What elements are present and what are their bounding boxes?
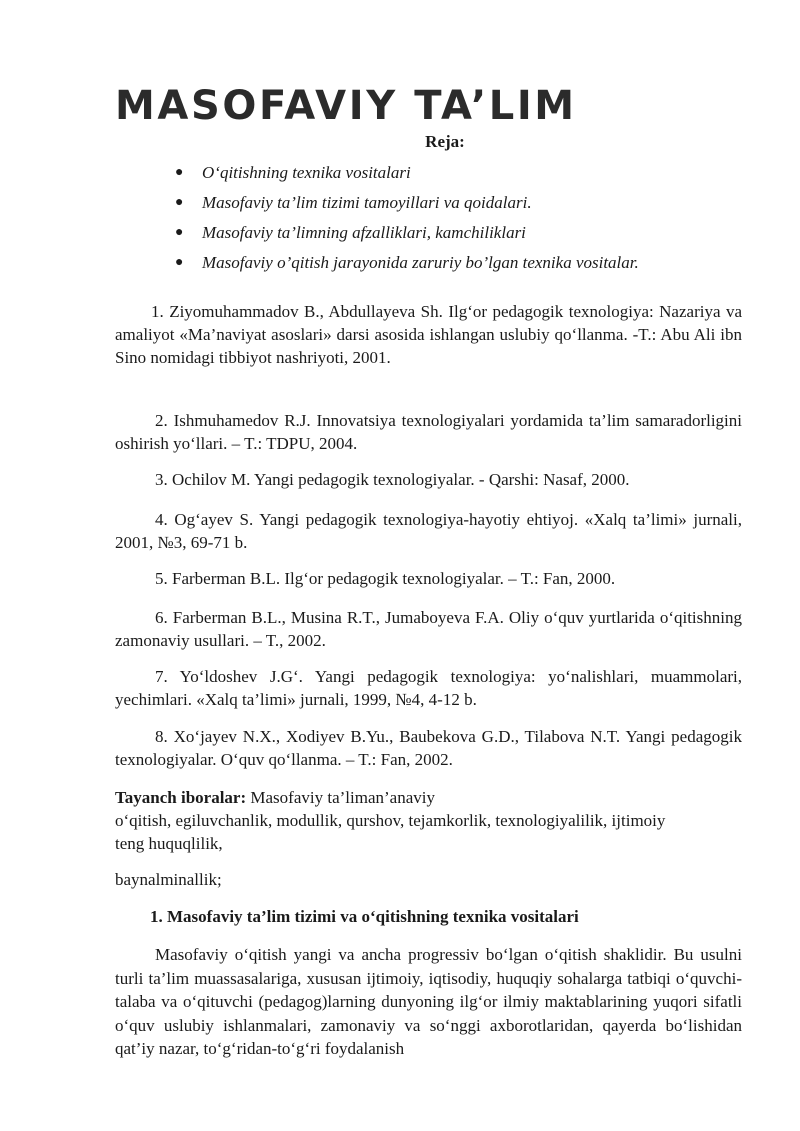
plan-item <box>175 218 639 248</box>
bullet-icon: ● <box>175 225 184 240</box>
reference-text: 8. Xo‘jayev N.X., Xodiyev B.Yu., Baubekova G.D., Tilabova N.T. Yangi pedagogik texnologiyalar. O‘quv qo‘llanma. – T.: Fan, 2002. <box>115 727 742 769</box>
reference-text: 4. Og‘ayev S. Yangi pedagogik texnologiya-hayotiy ehtiyoj. «Xalq ta’limi» jurnali, 2001, №3, 69-71 b. <box>115 510 742 552</box>
bullet-icon: ● <box>175 165 184 180</box>
reference-text: 1. Ziyomuhammadov B., Abdullayeva Sh. Ilg‘or pedagogik texnologiya: Nazariya va amaliyot «Ma’naviyat asoslari» darsi asosida ishlangan uslubiy qo‘llanma. -T.: Abu Ali ibn Sino nomidagi tibbiyot nashriyoti, 2001. <box>115 302 742 367</box>
plan-item-text: Masofaviy o’qitish jarayonida zaruriy bo’lgan texnika vositalar. <box>202 253 639 272</box>
bullet-icon: ● <box>175 255 184 270</box>
section-paragraph: Masofaviy o‘qitish yangi va ancha progressiv bo‘lgan o‘qitish shaklidir. Bu usulni turli ta’lim muassasalariga, xususan ijtimoiy, iqtisodiy, huquqiy sohalarga tatbiqi o‘quvchi-talaba va o‘qituvchi (pedagog)larning dunyoning ilg‘or ilmiy maktablarining yuqori sifatli o‘quv uslubiy ishlanmalari, zamonaviy va so‘nggi axborotlaridan, qayerda bo‘lishidan qat’iy nazar, to‘g‘ridan-to‘g‘ri foydalanish <box>115 945 742 1058</box>
reference-text: 6. Farberman B.L., Musina R.T., Jumaboyeva F.A. Oliy o‘quv yurtlarida o‘qitishning zamonaviy usullari. – T., 2002. <box>115 608 742 650</box>
reference-item <box>115 665 742 711</box>
keywords-line: o‘qitish, egiluvchanlik, modullik, qurshov, tejamkorlik, texnologiyalilik, ijtimoiy <box>115 811 666 830</box>
reference-item <box>115 409 742 455</box>
plan-list <box>175 158 639 278</box>
plan-item <box>175 248 639 278</box>
keywords-text: Masofaviy ta’liman’anaviy <box>246 788 435 807</box>
section-heading: 1. Masofaviy ta’lim tizimi va o‘qitishning texnika vositalari <box>150 907 579 926</box>
reference-item <box>115 300 742 369</box>
keywords-line: teng huquqlilik, <box>115 834 223 853</box>
reference-item <box>115 468 742 491</box>
reference-text: 5. Farberman B.L. Ilg‘or pedagogik texnologiyalar. – T.: Fan, 2000. <box>155 569 616 588</box>
plan-item <box>175 158 639 188</box>
plan-item <box>175 188 639 218</box>
reference-text: 7. Yo‘ldoshev J.G‘. Yangi pedagogik texnologiya: yo‘nalishlari, muammolari, yechimlari. «Xalq ta’limi» jurnali, 1999, №4, 4-12 b. <box>115 667 742 709</box>
keywords-label: Tayanch iboralar: <box>115 788 247 807</box>
plan-heading: Reja: <box>425 132 465 151</box>
plan-item-text: Masofaviy ta’lim tizimi tamoyillari va qoidalari. <box>202 193 532 212</box>
reference-text: 2. Ishmuhamedov R.J. Innovatsiya texnologiyalari yordamida ta’lim samaradorligini oshirish yo‘llari. – T.: TDPU, 2004. <box>115 411 742 453</box>
reference-item <box>115 725 742 771</box>
page-title: MASOFAVIY TA’LIM <box>115 83 577 129</box>
bullet-icon: ● <box>175 195 184 210</box>
plan-item-text: Masofaviy ta’limning afzalliklari, kamchiliklari <box>202 223 526 242</box>
reference-item <box>115 567 742 590</box>
reference-text: 3. Ochilov M. Yangi pedagogik texnologiyalar. - Qarshi: Nasaf, 2000. <box>155 470 630 489</box>
keywords-block <box>115 786 755 855</box>
reference-item <box>115 508 742 554</box>
plan-item-text: O‘qitishning texnika vositalari <box>202 163 411 182</box>
keywords-line: baynalminallik; <box>115 870 222 889</box>
keywords-line <box>115 786 755 809</box>
reference-item <box>115 606 742 652</box>
